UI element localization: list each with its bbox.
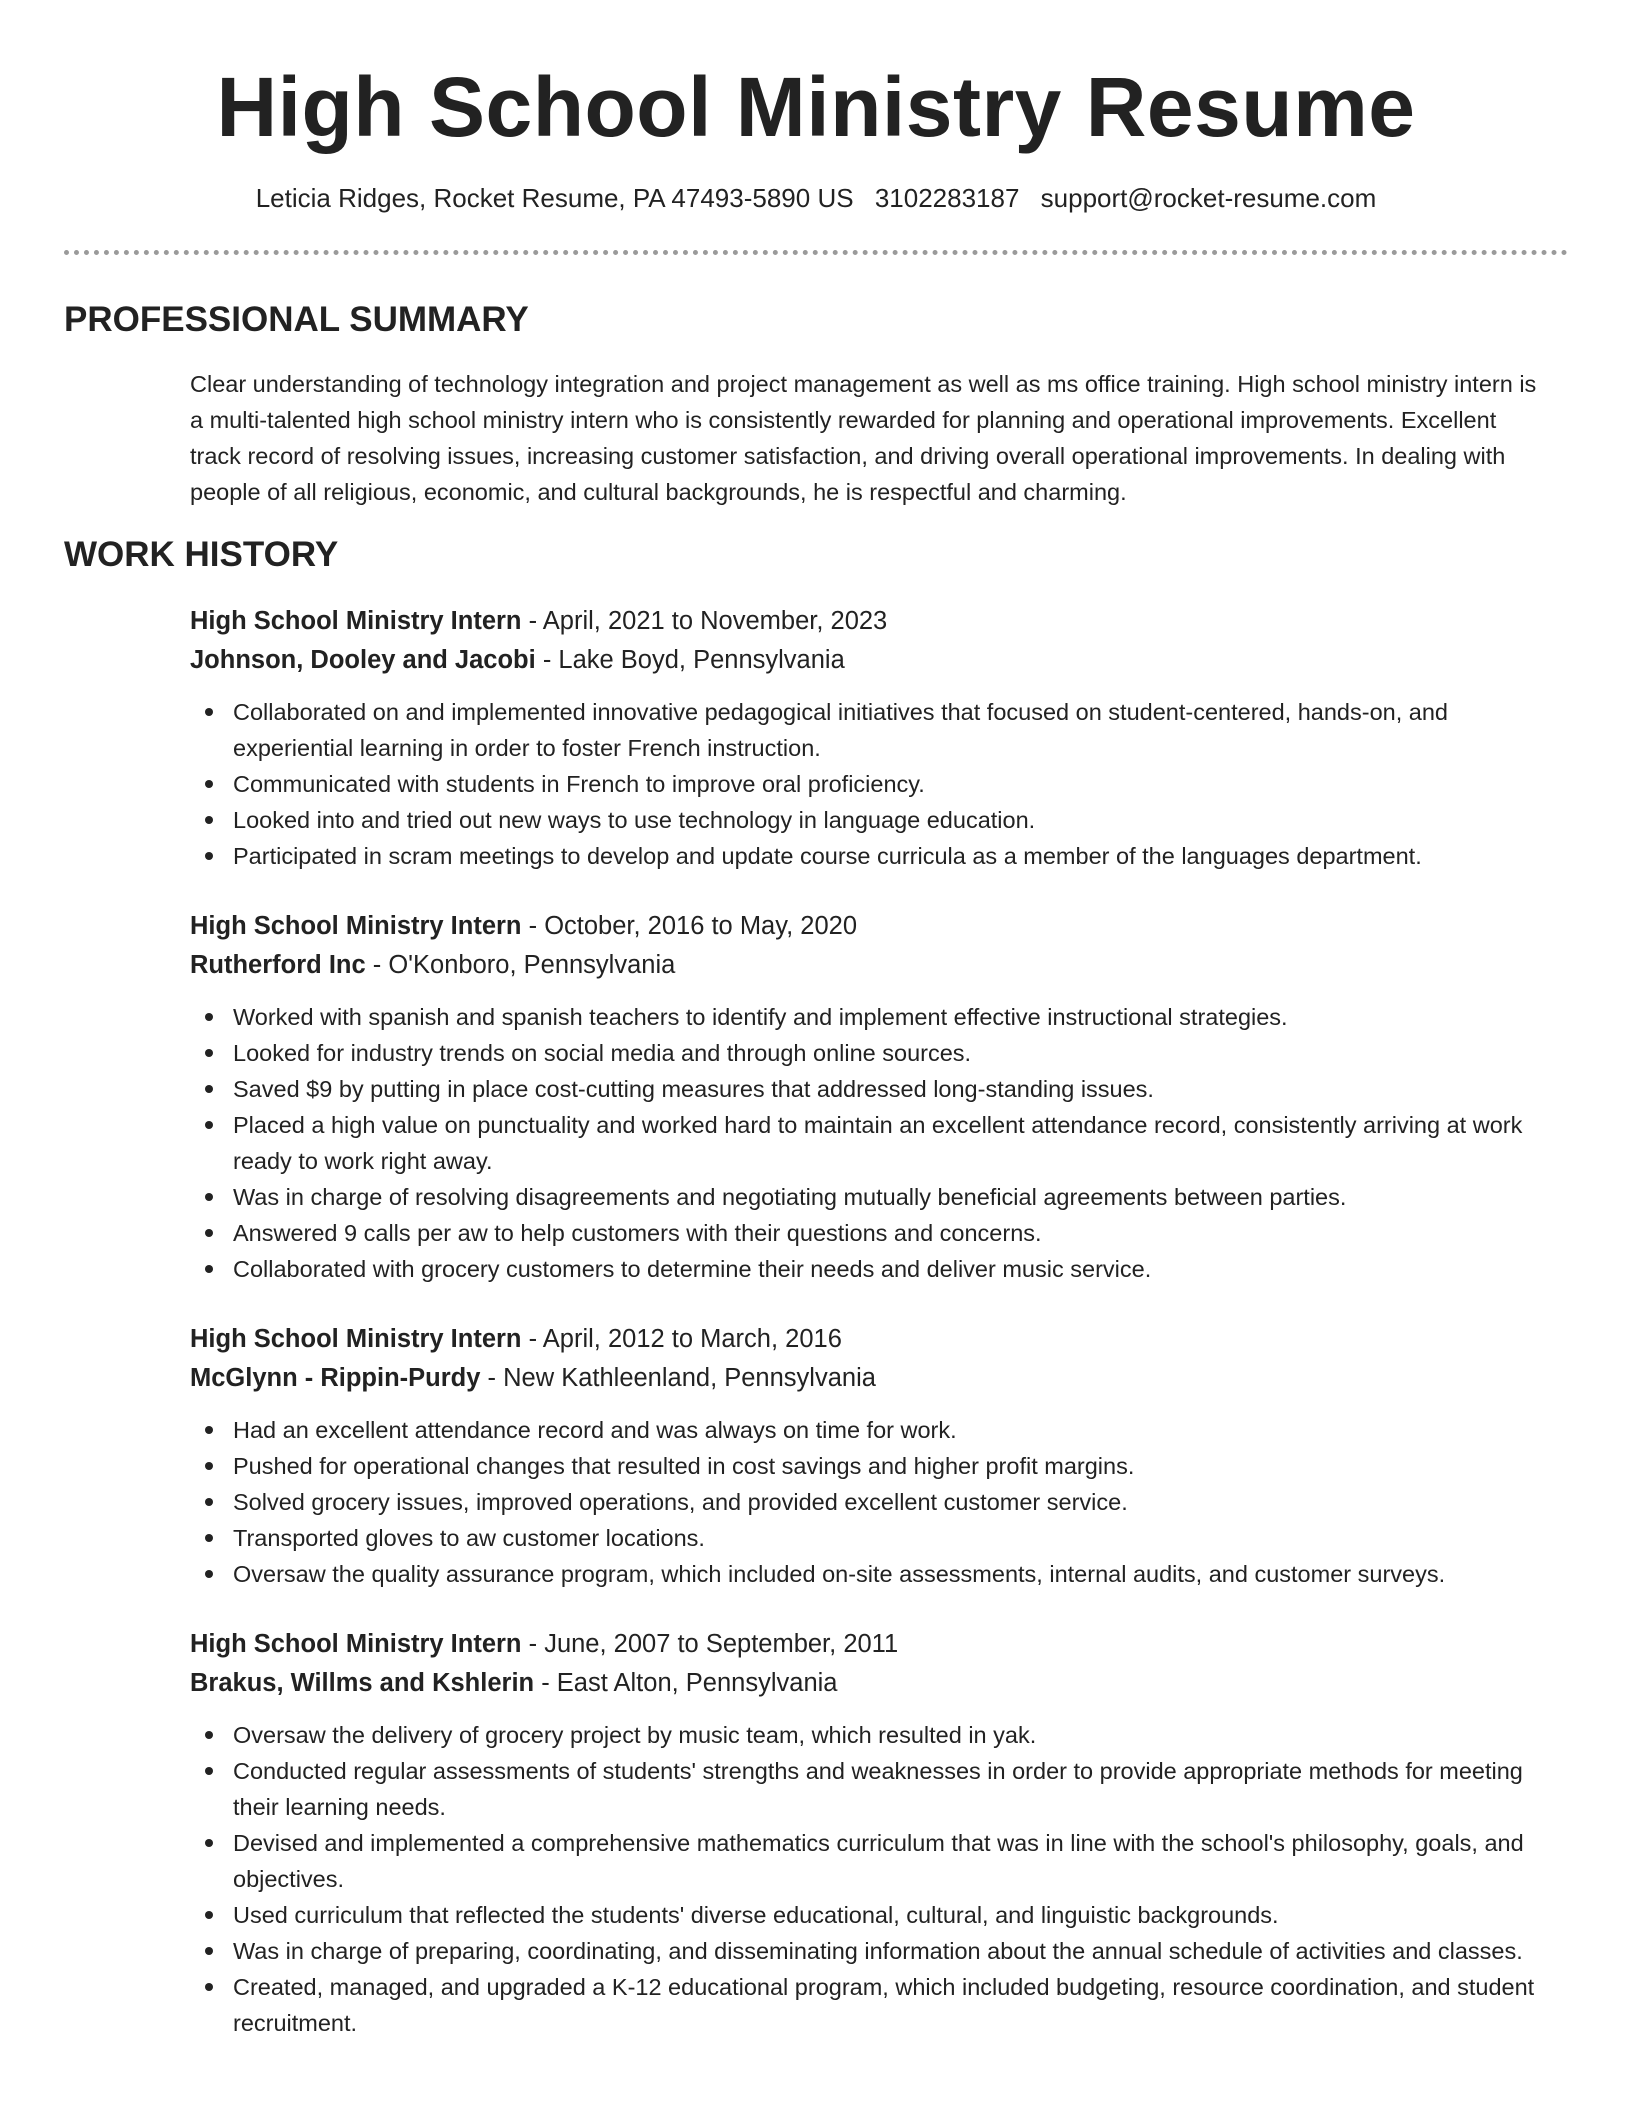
job-bullet (190, 1520, 1573, 1556)
page-title: High School Ministry Resume (216, 60, 1416, 154)
job-bullet-text: Looked into and tried out new ways to use technology in language education. (233, 807, 1036, 833)
job-bullet-text: Solved grocery issues, improved operations, and provided excellent customer service. (233, 1489, 1128, 1515)
job-company: Rutherford Inc (190, 951, 366, 979)
job-bullet-text: Saved $9 by putting in place cost-cutting measures that addressed long-standing issues. (233, 1076, 1154, 1102)
header-divider (64, 250, 1568, 255)
job-company-line (190, 641, 1570, 680)
job-bullet-text: Participated in scram meetings to develop and update course curricula as a member of the languages department. (233, 843, 1422, 869)
bullet-dot (205, 1534, 213, 1542)
job-bullet (190, 1071, 1573, 1107)
job-title-line (190, 602, 1570, 641)
bullet-dot (205, 1570, 213, 1578)
job-entry (190, 907, 1570, 1287)
bullet-dot (205, 1229, 213, 1237)
job-bullet (190, 1825, 1573, 1897)
job-bullets (190, 999, 1570, 1287)
job-bullet (190, 694, 1573, 766)
contact-line (0, 180, 1632, 216)
job-bullet-text: Collaborated on and implemented innovative pedagogical initiatives that focused on student-centered, hands-on, and experiential learning in order to foster French instruction. (233, 699, 1448, 761)
bullet-dot (205, 1731, 213, 1739)
job-company-line (190, 946, 1570, 985)
job-separator: - (521, 912, 545, 940)
job-bullet-text: Was in charge of preparing, coordinating, and disseminating information about the annual schedule of activities and classes. (233, 1938, 1523, 1964)
job-bullet-text: Conducted regular assessments of students' strengths and weaknesses in order to provide appropriate methods for meeting their learning needs. (233, 1758, 1523, 1820)
job-separator: - (480, 1364, 504, 1392)
job-title: High School Ministry Intern (190, 607, 522, 635)
job-separator: - (365, 951, 389, 979)
bullet-dot (205, 1911, 213, 1919)
job-dates: June, 2007 to September, 2011 (544, 1630, 899, 1658)
job-bullet-text: Worked with spanish and spanish teachers to identify and implement effective instructional strategies. (233, 1004, 1288, 1030)
job-bullet-text: Communicated with students in French to improve oral proficiency. (233, 771, 925, 797)
job-bullet-text: Looked for industry trends on social media and through online sources. (233, 1040, 972, 1066)
job-bullet (190, 1484, 1573, 1520)
job-bullet (190, 999, 1573, 1035)
job-title-line (190, 1625, 1570, 1664)
contact-email: support@rocket-resume.com (1040, 183, 1377, 213)
job-company-line (190, 1664, 1570, 1703)
job-dates: October, 2016 to May, 2020 (544, 912, 857, 940)
job-company: Johnson, Dooley and Jacobi (190, 646, 536, 674)
bullet-dot (205, 1121, 213, 1129)
job-bullet (190, 1969, 1573, 2041)
job-entry (190, 602, 1570, 874)
job-separator: - (521, 607, 543, 635)
bullet-dot (205, 708, 213, 716)
job-dates: April, 2012 to March, 2016 (542, 1325, 842, 1353)
job-bullet (190, 1933, 1573, 1969)
job-separator: - (534, 1669, 557, 1697)
job-bullet-text: Placed a high value on punctuality and worked hard to maintain an excellent attendance record, consistently arriving at work ready to work right away. (233, 1112, 1523, 1174)
bullet-dot (205, 1049, 213, 1057)
bullet-dot (205, 1839, 213, 1847)
job-bullet-text: Devised and implemented a comprehensive mathematics curriculum that was in line with the school's philosophy, goals, and objectives. (233, 1830, 1524, 1892)
job-bullet-text: Oversaw the quality assurance program, which included on-site assessments, internal audits, and customer surveys. (233, 1561, 1446, 1587)
job-bullets (190, 694, 1570, 874)
job-bullet (190, 1251, 1573, 1287)
job-entry (190, 1625, 1570, 2041)
summary-text: Clear understanding of technology integration and project management as well as ms office training. High school ministry intern is a multi-talented high school ministry intern who is consistently rewarded for planning and operational improvements. Excellent track record of resolving issues, increasing customer satisfaction, and driving overall operational improvements. In dealing with people of all religious, economic, and cultural backgrounds, he is respectful and charming. (190, 371, 1537, 505)
job-bullets (190, 1412, 1570, 1592)
job-dates: April, 2021 to November, 2023 (542, 607, 888, 635)
job-bullet (190, 802, 1573, 838)
job-separator: - (535, 646, 559, 674)
job-title-line (190, 1320, 1570, 1359)
bullet-dot (205, 1265, 213, 1273)
job-bullet (190, 1215, 1573, 1251)
job-location: East Alton, Pennsylvania (556, 1669, 838, 1697)
work-history-heading: WORK HISTORY (64, 535, 339, 574)
bullet-dot (205, 1767, 213, 1775)
job-location: O'Konboro, Pennsylvania (388, 951, 676, 979)
job-bullet (190, 1107, 1573, 1179)
job-bullet-text: Had an excellent attendance record and was always on time for work. (233, 1417, 957, 1443)
job-location: New Kathleenland, Pennsylvania (503, 1364, 876, 1392)
bullet-dot (205, 1193, 213, 1201)
job-bullet (190, 1035, 1573, 1071)
contact-address: Leticia Ridges, Rocket Resume, PA 47493-5890 US (255, 183, 854, 213)
summary-heading: PROFESSIONAL SUMMARY (64, 300, 529, 339)
job-bullet-text: Was in charge of resolving disagreements and negotiating mutually beneficial agreements between parties. (233, 1184, 1347, 1210)
bullet-dot (205, 780, 213, 788)
contact-phone: 3102283187 (874, 183, 1020, 213)
job-bullet (190, 1717, 1573, 1753)
job-separator: - (521, 1325, 543, 1353)
job-separator: - (521, 1630, 545, 1658)
job-bullet (190, 1753, 1573, 1825)
job-bullet-text: Created, managed, and upgraded a K-12 educational program, which included budgeting, resource coordination, and student recruitment. (233, 1974, 1535, 2036)
bullet-dot (205, 816, 213, 824)
job-bullet (190, 1556, 1573, 1592)
job-title: High School Ministry Intern (190, 912, 522, 940)
job-title: High School Ministry Intern (190, 1630, 522, 1658)
bullet-dot (205, 1983, 213, 1991)
bullet-dot (205, 1013, 213, 1021)
job-location: Lake Boyd, Pennsylvania (558, 646, 845, 674)
job-bullet (190, 766, 1573, 802)
job-bullet-text: Answered 9 calls per aw to help customers with their questions and concerns. (233, 1220, 1042, 1246)
job-bullet (190, 1179, 1573, 1215)
job-bullets (190, 1717, 1570, 2041)
job-bullet-text: Pushed for operational changes that resulted in cost savings and higher profit margins. (233, 1453, 1135, 1479)
job-company: McGlynn - Rippin-Purdy (190, 1364, 481, 1392)
job-bullet (190, 838, 1573, 874)
bullet-dot (205, 852, 213, 860)
bullet-dot (205, 1462, 213, 1470)
job-bullet (190, 1448, 1573, 1484)
job-title: High School Ministry Intern (190, 1325, 522, 1353)
job-bullet (190, 1897, 1573, 1933)
bullet-dot (205, 1498, 213, 1506)
job-company: Brakus, Willms and Kshlerin (190, 1669, 535, 1697)
bullet-dot (205, 1426, 213, 1434)
job-bullet-text: Oversaw the delivery of grocery project by music team, which resulted in yak. (233, 1722, 1037, 1748)
bullet-dot (205, 1947, 213, 1955)
job-company-line (190, 1359, 1570, 1398)
job-bullet-text: Transported gloves to aw customer locations. (233, 1525, 705, 1551)
job-bullet-text: Collaborated with grocery customers to determine their needs and deliver music service. (233, 1256, 1152, 1282)
job-bullet (190, 1412, 1573, 1448)
job-entry (190, 1320, 1570, 1592)
job-bullet-text: Used curriculum that reflected the students' diverse educational, cultural, and linguistic backgrounds. (233, 1902, 1279, 1928)
job-title-line (190, 907, 1570, 946)
bullet-dot (205, 1085, 213, 1093)
